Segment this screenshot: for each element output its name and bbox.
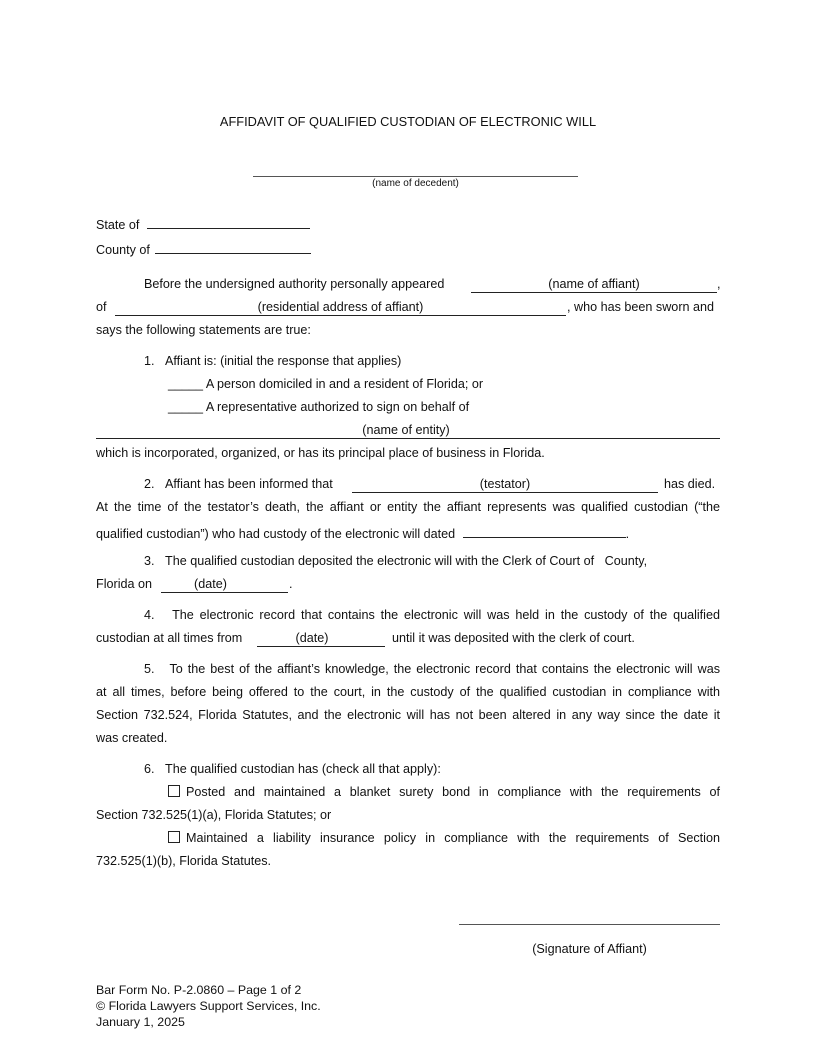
item-4-row-2 (96, 631, 720, 647)
state-field[interactable] (147, 214, 310, 229)
county-label: County of (96, 243, 150, 257)
will-date-field[interactable] (463, 523, 626, 538)
item-6-option-insurance: Maintained a liability insurance policy in compliance with the requirements of Section (168, 831, 720, 845)
custody-date-field[interactable] (257, 631, 385, 647)
item-3-period: . (289, 577, 293, 591)
state-row (96, 214, 310, 232)
item-3-row-2 (96, 577, 720, 593)
item-1-text: 1. Affiant is: (initial the response that applies) (144, 354, 402, 368)
item-2-period: . (625, 527, 630, 541)
item-6-option-surety-line-2: Section 732.525(1)(a), Florida Statutes; or (96, 808, 332, 822)
item-2-line-2: At the time of the testator’s death, the affiant or entity the affiant represents was qualified custodian (“the (96, 500, 720, 514)
deposit-date-field[interactable] (161, 577, 288, 593)
item-5-line-4: was created. (96, 731, 168, 745)
intro-row-2 (96, 300, 720, 316)
item-6-text: 6. The qualified custodian has (check all that apply): (144, 762, 441, 776)
intro-before: Before the undersigned authority personally appeared (144, 277, 445, 291)
entity-caption: (name of entity) (362, 423, 450, 437)
item-4-until: until it was deposited with the clerk of court. (392, 631, 635, 645)
county-row (96, 239, 311, 257)
item-2-has-died: has died. (664, 477, 716, 491)
footer-copyright: © Florida Lawyers Support Services, Inc. (96, 999, 321, 1013)
item-2-line-3-pre: qualified custodian”) who had custody of the electronic will dated (96, 527, 456, 541)
item-3-florida-on: Florida on (96, 577, 153, 591)
item-2-line-3 (96, 523, 629, 541)
item-5-line-1: 5. To the best of the affiant’s knowledge, the electronic record that contains the electronic will was (144, 662, 720, 676)
testator-name-field[interactable] (352, 477, 658, 493)
item-3-date-caption: (date) (194, 577, 227, 591)
surety-bond-checkbox[interactable] (168, 785, 180, 797)
insurance-policy-checkbox[interactable] (168, 831, 180, 843)
intro-says: says the following statements are true: (96, 323, 311, 337)
footer (96, 982, 321, 1030)
item-6-option-insurance-line-2: 732.525(1)(b), Florida Statutes. (96, 854, 272, 868)
affiant-address-field[interactable] (115, 300, 566, 316)
entity-row (96, 423, 720, 439)
item-4-from: custodian at all times from (96, 631, 243, 645)
address-caption: (residential address of affiant) (257, 300, 424, 314)
intro-of: of (96, 300, 107, 314)
decedent-caption: (name of decedent) (372, 178, 459, 189)
item-1-entity-tail: which is incorporated, organized, or has its principal place of business in Florida. (96, 446, 545, 460)
item-6-option-surety: Posted and maintained a blanket surety bond in compliance with the requirements of (168, 785, 720, 799)
decedent-name-line[interactable] (253, 176, 578, 177)
item-1-option-representative[interactable]: _____ A representative authorized to sign on behalf of (168, 400, 470, 414)
affiant-caption: (name of affiant) (548, 277, 640, 291)
testator-caption: (testator) (479, 477, 531, 491)
footer-form-number: Bar Form No. P-2.0860 – Page 1 of 2 (96, 983, 302, 997)
footer-date: January 1, 2025 (96, 1015, 185, 1029)
item-4-line-1: 4. The electronic record that contains the electronic will was held in the custody of the qualified (144, 608, 720, 622)
intro-sworn: , who has been sworn and (567, 300, 715, 314)
entity-name-field[interactable] (96, 423, 720, 439)
item-3-line-1: 3. The qualified custodian deposited the electronic will with the Clerk of Court of County, (144, 554, 648, 568)
item-5-line-2: at all times, before being offered to the court, in the custody of the qualified custodian in compliance with (96, 685, 720, 699)
item-5-line-3: Section 732.524, Florida Statutes, and the electronic will has not been altered in any way since the date it (96, 708, 720, 722)
item-2-row-1 (96, 477, 720, 493)
signature-line[interactable] (459, 924, 720, 925)
state-label: State of (96, 218, 140, 232)
item-4-date-caption: (date) (295, 631, 329, 645)
item-1-option-resident[interactable]: _____ A person domiciled in and a resident of Florida; or (168, 377, 484, 391)
affiant-name-field[interactable] (471, 277, 717, 293)
intro-row-1 (96, 277, 720, 293)
document-title: AFFIDAVIT OF QUALIFIED CUSTODIAN OF ELECTRONIC WILL (219, 114, 597, 129)
item-2-lead: 2. Affiant has been informed that (144, 477, 333, 491)
county-field[interactable] (155, 239, 311, 254)
intro-comma: , (717, 277, 721, 291)
signature-caption: (Signature of Affiant) (532, 942, 647, 956)
